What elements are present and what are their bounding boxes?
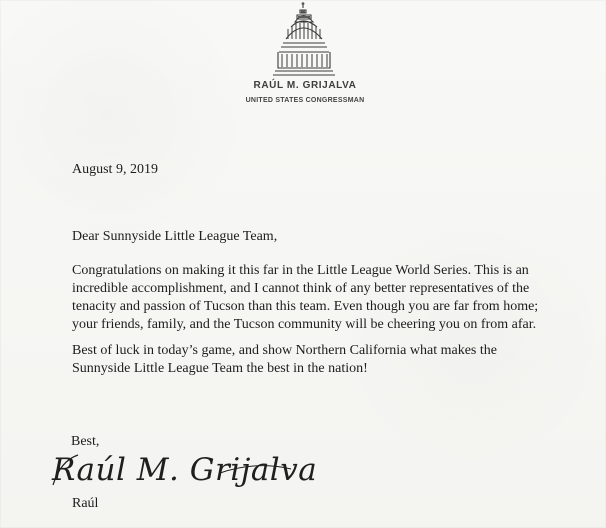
paragraph-line: Sunnyside Little League Team the best in the nation! (72, 361, 368, 376)
signature-text: Raúl M. Grijalva (52, 452, 318, 488)
paragraph-line: Best of luck in today’s game, and show Northern California what makes the (72, 343, 497, 358)
capitol-dome-icon (272, 2, 336, 76)
paragraph-line: incredible accomplishment, and I cannot think of any better representatives of the (72, 281, 530, 296)
paragraph-line: your friends, family, and the Tucson community will be cheering you on from afar. (72, 317, 537, 332)
signer-name: Raúl (72, 496, 99, 511)
paragraph-congratulations (72, 262, 602, 334)
paragraph-line: tenacity and passion of Tucson than this team. Even though you are far from home; (72, 299, 539, 314)
handwritten-signature (50, 441, 318, 501)
paragraph-best-of-luck (72, 342, 602, 378)
paragraph-line: Congratulations on making it this far in the Little League World Series. This is an (72, 263, 529, 278)
closing: Best, (71, 434, 100, 449)
letterhead-title: UNITED STATES CONGRESSMAN (245, 97, 365, 104)
salutation: Dear Sunnyside Little League Team, (72, 229, 278, 244)
letterhead-name: RAÚL M. GRIJALVA (253, 80, 357, 91)
letter-date: August 9, 2019 (72, 162, 158, 177)
